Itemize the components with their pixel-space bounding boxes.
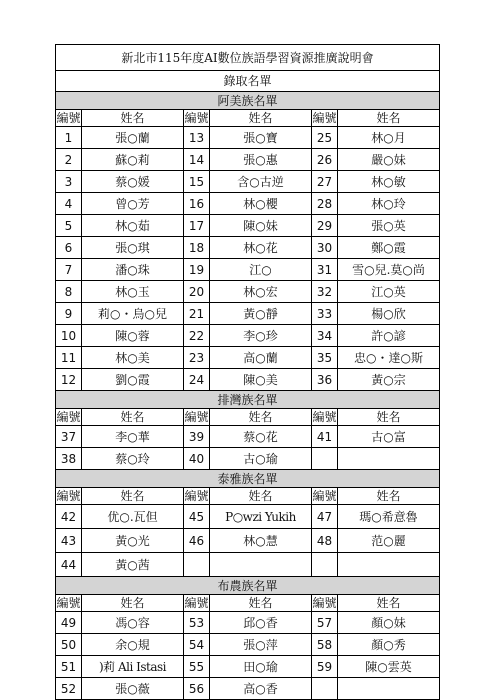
- entry-name: 張○薇: [82, 678, 184, 700]
- entry-number: 31: [312, 259, 338, 281]
- entry-number: 5: [56, 215, 82, 237]
- entry-number: 39: [184, 426, 210, 448]
- entry-name: 蔡○玲: [82, 448, 184, 470]
- section-title: 阿美族名單: [56, 92, 440, 110]
- table-row: [56, 634, 440, 656]
- entry-number: 41: [312, 426, 338, 448]
- table-row: [56, 325, 440, 347]
- entry-number: 49: [56, 612, 82, 634]
- entry-name: [338, 678, 440, 700]
- entry-name: 曾○芳: [82, 193, 184, 215]
- name-column-header: 姓名: [82, 409, 184, 426]
- table-row: [56, 303, 440, 325]
- table-row: [56, 553, 440, 577]
- entry-number: 53: [184, 612, 210, 634]
- section-title: 布農族名單: [56, 577, 440, 595]
- entry-name: 田○瑜: [210, 656, 312, 678]
- entry-number: 3: [56, 171, 82, 193]
- entry-name: 鄭○霞: [338, 237, 440, 259]
- entry-number: 17: [184, 215, 210, 237]
- entry-number: 12: [56, 369, 82, 391]
- entry-number: 19: [184, 259, 210, 281]
- entry-number: 54: [184, 634, 210, 656]
- entry-name: 林○敏: [338, 171, 440, 193]
- entry-number: [312, 553, 338, 577]
- table-row: [56, 149, 440, 171]
- entry-number: 21: [184, 303, 210, 325]
- entry-name: 陳○蓉: [82, 325, 184, 347]
- entry-number: 57: [312, 612, 338, 634]
- entry-number: 27: [312, 171, 338, 193]
- number-column-header: 編號: [184, 410, 209, 424]
- table-row: [56, 426, 440, 448]
- entry-number: 28: [312, 193, 338, 215]
- entry-name: 林○宏: [210, 281, 312, 303]
- entry-number: 23: [184, 347, 210, 369]
- name-column-header: 姓名: [82, 110, 184, 127]
- entry-number: 16: [184, 193, 210, 215]
- entry-number: [312, 678, 338, 700]
- entry-number: 18: [184, 237, 210, 259]
- entry-name: 高○蘭: [210, 347, 312, 369]
- entry-number: 2: [56, 149, 82, 171]
- entry-name: 蔡○媛: [82, 171, 184, 193]
- entry-name: 林○玉: [82, 281, 184, 303]
- entry-name: 雪○兒.莫○尚: [338, 259, 440, 281]
- name-column-header: 姓名: [82, 595, 184, 612]
- table-row: [56, 215, 440, 237]
- entry-number: 14: [184, 149, 210, 171]
- entry-number: 25: [312, 127, 338, 149]
- entry-name: 优○.瓦但: [82, 505, 184, 529]
- section-header-row: [56, 470, 440, 488]
- entry-name: 林○美: [82, 347, 184, 369]
- number-column-header: 編號: [56, 111, 81, 125]
- entry-number: 35: [312, 347, 338, 369]
- section-title: 泰雅族名單: [56, 470, 440, 488]
- entry-number: 33: [312, 303, 338, 325]
- entry-name: 余○規: [82, 634, 184, 656]
- entry-name: 林○花: [210, 237, 312, 259]
- entry-number: 45: [184, 505, 210, 529]
- entry-number: 55: [184, 656, 210, 678]
- entry-number: 38: [56, 448, 82, 470]
- entry-number: 6: [56, 237, 82, 259]
- entry-number: 8: [56, 281, 82, 303]
- entry-number: 10: [56, 325, 82, 347]
- entry-number: 58: [312, 634, 338, 656]
- entry-number: 24: [184, 369, 210, 391]
- entry-number: 48: [312, 529, 338, 553]
- entry-number: 42: [56, 505, 82, 529]
- entry-number: 36: [312, 369, 338, 391]
- section-header-row: [56, 391, 440, 409]
- entry-name: 林○玲: [338, 193, 440, 215]
- entry-name: 張○寶: [210, 127, 312, 149]
- entry-name: 潘○珠: [82, 259, 184, 281]
- entry-name: 古○富: [338, 426, 440, 448]
- table-row: [56, 369, 440, 391]
- entry-name: 顏○妹: [338, 612, 440, 634]
- entry-name: 楊○欣: [338, 303, 440, 325]
- name-column-header: 姓名: [210, 595, 312, 612]
- entry-number: 32: [312, 281, 338, 303]
- table-row: [56, 448, 440, 470]
- name-column-header: 姓名: [338, 595, 440, 612]
- entry-name: 黃○光: [82, 529, 184, 553]
- entry-name: 顏○秀: [338, 634, 440, 656]
- entry-number: 51: [56, 656, 82, 678]
- entry-number: 44: [56, 553, 82, 577]
- table-row: [56, 281, 440, 303]
- entry-number: 20: [184, 281, 210, 303]
- table-row: [56, 612, 440, 634]
- table-row: [56, 237, 440, 259]
- entry-name: 江○英: [338, 281, 440, 303]
- document-subtitle: 錄取名單: [56, 71, 440, 92]
- entry-number: 34: [312, 325, 338, 347]
- entry-number: 9: [56, 303, 82, 325]
- entry-name: P○wzi Yukih: [210, 505, 312, 529]
- table-row: [56, 127, 440, 149]
- entry-name: 林○慧: [210, 529, 312, 553]
- entry-number: 11: [56, 347, 82, 369]
- entry-name: 林○茹: [82, 215, 184, 237]
- name-column-header: 姓名: [338, 488, 440, 505]
- entry-number: 13: [184, 127, 210, 149]
- entry-name: [210, 553, 312, 577]
- entry-name: [338, 553, 440, 577]
- entry-name: 馮○容: [82, 612, 184, 634]
- entry-number: 15: [184, 171, 210, 193]
- name-column-header: 姓名: [338, 110, 440, 127]
- number-column-header: 編號: [184, 111, 209, 125]
- entry-number: 29: [312, 215, 338, 237]
- entry-name: 劉○霞: [82, 369, 184, 391]
- section-header-row: [56, 92, 440, 110]
- section-header-row: [56, 577, 440, 595]
- entry-number: 37: [56, 426, 82, 448]
- entry-name: 高○香: [210, 678, 312, 700]
- number-column-header: 編號: [312, 489, 337, 503]
- entry-name: 張○惠: [210, 149, 312, 171]
- number-column-header: 編號: [184, 489, 209, 503]
- entry-name: 忠○・達○斯: [338, 347, 440, 369]
- number-column-header: 編號: [184, 596, 209, 610]
- entry-number: 43: [56, 529, 82, 553]
- entry-name: 張○琪: [82, 237, 184, 259]
- table-row: [56, 193, 440, 215]
- entry-name: 林○櫻: [210, 193, 312, 215]
- document-title: 新北市115年度AI數位族語學習資源推廣說明會: [56, 45, 440, 71]
- table-row: [56, 505, 440, 529]
- entry-name: 含○古逆: [210, 171, 312, 193]
- table-row: [56, 656, 440, 678]
- entry-number: 26: [312, 149, 338, 171]
- entry-number: 56: [184, 678, 210, 700]
- number-column-header: 編號: [56, 489, 81, 503]
- entry-name: )莉 Ali Istasi: [82, 656, 184, 678]
- entry-name: 蔡○花: [210, 426, 312, 448]
- entry-name: 李○華: [82, 426, 184, 448]
- entry-number: 4: [56, 193, 82, 215]
- table-row: [56, 259, 440, 281]
- entry-number: 46: [184, 529, 210, 553]
- entry-name: 古○瑜: [210, 448, 312, 470]
- entry-name: 江○: [210, 259, 312, 281]
- entry-name: 蘇○莉: [82, 149, 184, 171]
- number-column-header: 編號: [56, 596, 81, 610]
- entry-name: 林○月: [338, 127, 440, 149]
- entry-number: 30: [312, 237, 338, 259]
- entry-name: 黃○茜: [82, 553, 184, 577]
- entry-number: [312, 448, 338, 470]
- entry-name: 張○萍: [210, 634, 312, 656]
- entry-number: 22: [184, 325, 210, 347]
- entry-name: 邱○香: [210, 612, 312, 634]
- entry-number: 47: [312, 505, 338, 529]
- number-column-header: 編號: [312, 111, 337, 125]
- name-column-header: 姓名: [210, 409, 312, 426]
- entry-name: [338, 448, 440, 470]
- entry-name: 黃○宗: [338, 369, 440, 391]
- table-row: [56, 171, 440, 193]
- entry-name: 陳○妹: [210, 215, 312, 237]
- column-header-row: [56, 488, 440, 505]
- entry-name: 嚴○妹: [338, 149, 440, 171]
- column-header-row: [56, 110, 440, 127]
- entry-name: 范○麗: [338, 529, 440, 553]
- number-column-header: 編號: [312, 410, 337, 424]
- section-title: 排灣族名單: [56, 391, 440, 409]
- entry-name: 陳○美: [210, 369, 312, 391]
- entry-name: 張○蘭: [82, 127, 184, 149]
- table-row: [56, 529, 440, 553]
- entry-name: 陳○雲英: [338, 656, 440, 678]
- name-column-header: 姓名: [82, 488, 184, 505]
- number-column-header: 編號: [56, 410, 81, 424]
- name-column-header: 姓名: [210, 488, 312, 505]
- entry-name: 莉○・烏○兒: [82, 303, 184, 325]
- entry-name: 許○諺: [338, 325, 440, 347]
- entry-name: 黃○靜: [210, 303, 312, 325]
- table-row: [56, 347, 440, 369]
- entry-number: 40: [184, 448, 210, 470]
- name-column-header: 姓名: [338, 409, 440, 426]
- number-column-header: 編號: [312, 596, 337, 610]
- entry-number: 1: [56, 127, 82, 149]
- column-header-row: [56, 595, 440, 612]
- entry-name: 李○珍: [210, 325, 312, 347]
- entry-number: 52: [56, 678, 82, 700]
- entry-number: 50: [56, 634, 82, 656]
- entry-number: [184, 553, 210, 577]
- admission-list-table: [55, 44, 440, 700]
- entry-name: 瑪○希意魯: [338, 505, 440, 529]
- entry-name: 張○英: [338, 215, 440, 237]
- table-row: [56, 678, 440, 700]
- column-header-row: [56, 409, 440, 426]
- entry-number: 7: [56, 259, 82, 281]
- entry-number: 59: [312, 656, 338, 678]
- name-column-header: 姓名: [210, 110, 312, 127]
